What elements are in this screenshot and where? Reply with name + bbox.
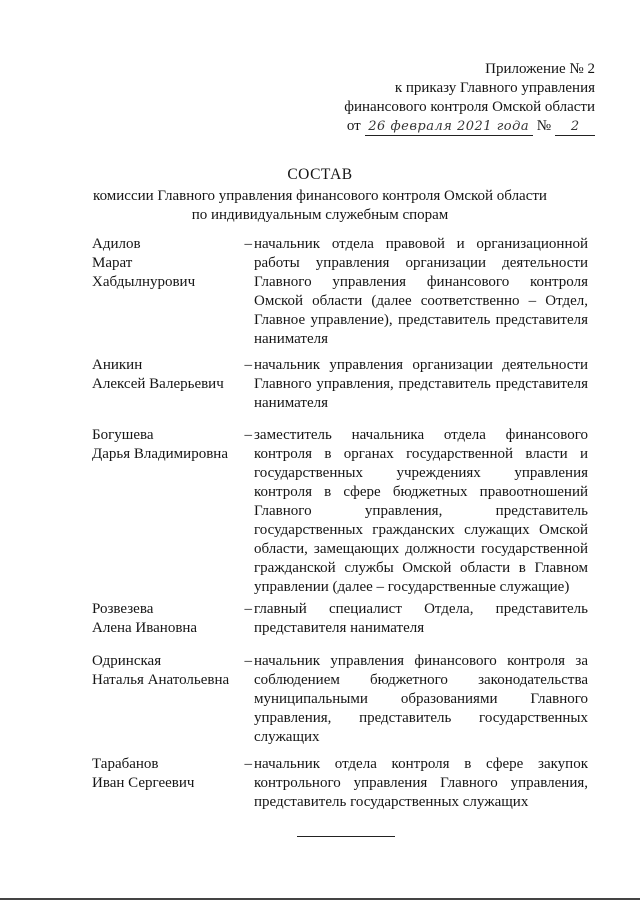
member-name: Тарабанов Иван Сергеевич [92, 756, 195, 791]
from-label: от [346, 118, 361, 134]
number-label: № [536, 118, 551, 134]
appendix-date-line [295, 117, 595, 136]
member-dash: – [244, 357, 252, 373]
appendix-agency: финансового контроля Омской области [344, 99, 595, 115]
document-subtitle-line1: комиссии Главного управления финансового контроля Омской области [93, 188, 547, 204]
member-role: главный специалист Отдела, представитель представителя нанимателя [254, 601, 588, 636]
appendix-block [295, 60, 595, 136]
member-dash: – [244, 601, 252, 617]
member-name: Адилов Марат Хабдылнурович [92, 236, 196, 290]
member-name: Аникин Алексей Валерьевич [92, 357, 224, 392]
document-heading [0, 165, 640, 225]
document-title: СОСТАВ [287, 166, 353, 183]
member-dash: – [244, 756, 252, 772]
member-name: Одринская Наталья Анатольевна [92, 653, 230, 688]
member-dash: – [244, 236, 252, 252]
closing-rule [297, 836, 395, 837]
member-name: Богушева Дарья Владимировна [92, 427, 228, 462]
member-role: начальник управления организации деятельности Главного управления, представитель представителя нанимателя [254, 357, 588, 411]
member-dash: – [244, 427, 252, 443]
member-dash: – [244, 653, 252, 669]
document-subtitle-line2: по индивидуальным служебным спорам [191, 207, 449, 223]
handwritten-number: 2 [555, 119, 595, 136]
member-role: начальник отдела контроля в сфере закупок контрольного управления Главного управления, представитель государственных служащих [254, 756, 588, 810]
appendix-order-ref: к приказу Главного управления [394, 80, 595, 96]
handwritten-date: 26 февраля 2021 года [365, 119, 533, 136]
member-role: заместитель начальника отдела финансового контроля в органах государственной власти и государственных учреждениях управления контроля в сфере бюджетных правоотношений Главного управления, представитель государственных гражданских служащих Омской области, замещающих должности государственной гражданской службы Омской области в Главном управлении (далее – государственные служащие) [254, 427, 588, 595]
appendix-title: Приложение № 2 [485, 61, 595, 77]
scan-bottom-edge [0, 898, 640, 900]
member-name: Розвезева Алена Ивановна [92, 601, 198, 636]
member-role: начальник отдела правовой и организационной работы управления организации деятельности Главного управления финансового контроля Омской области (далее соответственно – Отдел, Главное управление), представитель представителя нанимателя [254, 236, 588, 347]
member-role: начальник управления финансового контроля за соблюдением бюджетного законодательства муниципальными образованиями Главного управления, представитель государственных служащих [254, 653, 588, 745]
